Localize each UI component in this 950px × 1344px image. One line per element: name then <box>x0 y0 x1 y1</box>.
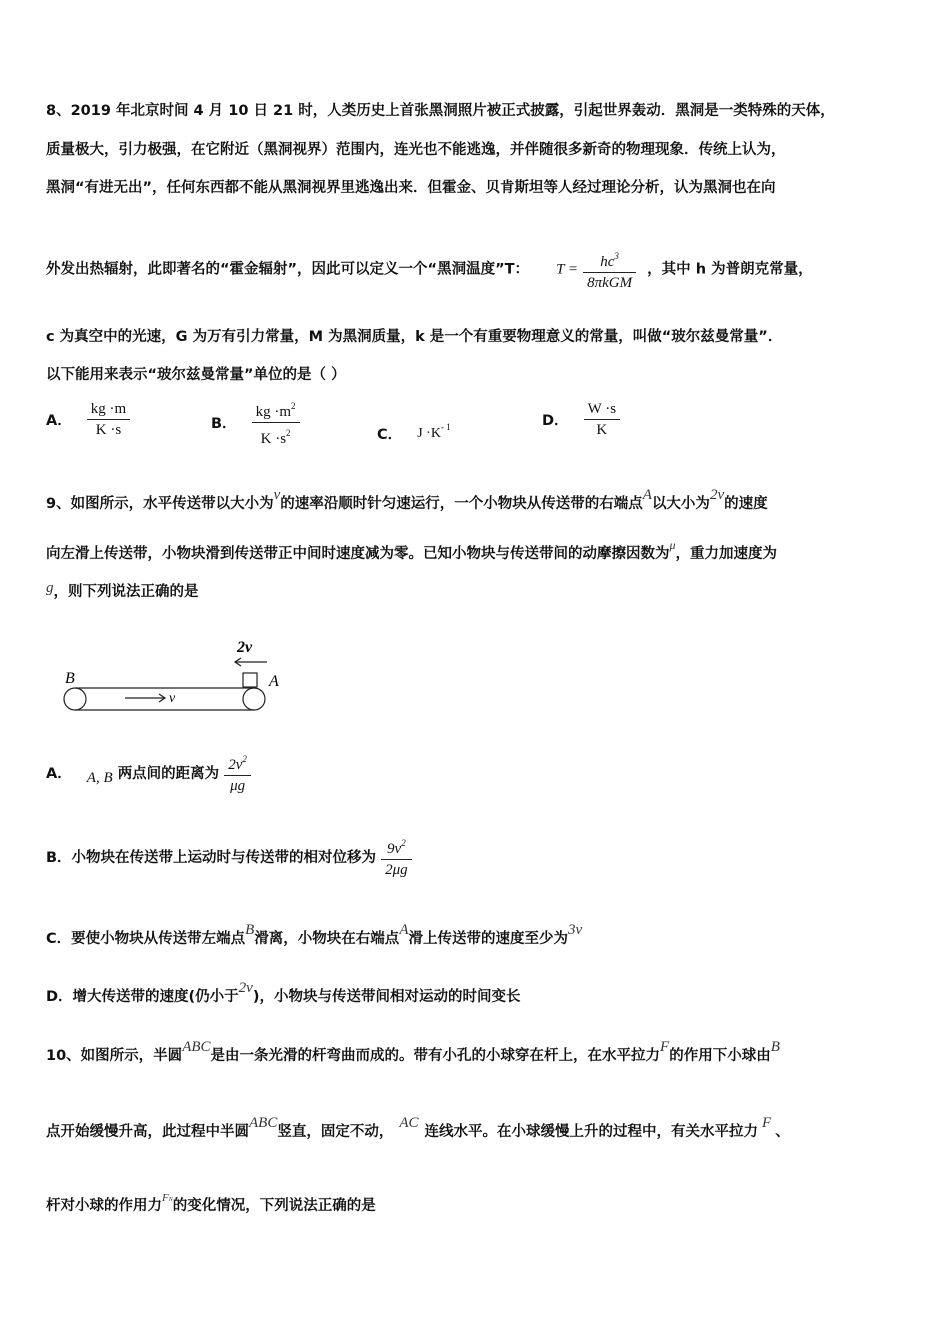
option-b-label: B． <box>211 416 237 432</box>
formula-numerator-exp: 3 <box>614 251 619 261</box>
q9-option-a-text: 两点间的距离为 <box>117 766 220 782</box>
q9-option-c-text2: 滑离，小物块在右端点 <box>254 931 400 947</box>
q8-option-d[interactable] <box>542 400 620 439</box>
q9-line-3 <box>46 582 199 602</box>
q9-line-2 <box>46 538 778 564</box>
q10-line-1-c: 的作用下小球由 <box>669 1048 771 1064</box>
diagram-right-pulley <box>243 688 265 710</box>
diagram-label-2v: 2v <box>237 639 253 656</box>
q10-line-2-d: 、 <box>775 1124 790 1140</box>
q9-option-c-symbol-3v: 3v <box>567 922 583 938</box>
diagram-label-B: B <box>65 670 75 687</box>
q9-line-1-c: 以大小为 <box>651 496 710 512</box>
formula-lhs: T = <box>556 261 579 278</box>
q9-line-1-a: 9、如图所示，水平传送带以大小为 <box>46 496 274 512</box>
q9-option-d-text1: D．增大传送带的速度(仍小于 <box>46 989 239 1005</box>
q9-option-c[interactable] <box>46 922 583 949</box>
q8-option-b[interactable] <box>211 397 300 448</box>
q9-line-1-b: 的速率沿顺时针匀速运行，一个小物块从传送带的右端点 <box>280 496 643 512</box>
option-a-fraction <box>87 400 130 439</box>
q9-line-1 <box>46 487 768 514</box>
q9-option-b-den: 2μg <box>385 862 408 878</box>
q10-line-2-a: 点开始缓慢升高，此过程中半圆 <box>46 1124 249 1140</box>
q9-option-a-num: 2v <box>228 757 243 773</box>
q8-line-3: 黑洞“有进无出”，任何东西都不能从黑洞视界里逃逸出来．但霍金、贝肯斯坦等人经过理论分析，认为黑洞也在向 <box>46 180 776 196</box>
q8-line-4 <box>46 247 813 292</box>
option-c-exp: - 1 <box>440 422 451 432</box>
q10-line-1-a: 10、如图所示，半圆 <box>46 1048 183 1064</box>
q9-option-c-symbol-A: A <box>399 922 409 938</box>
q8-line-6: 以下能用来表示“玻尔兹曼常量”单位的是（ ） <box>46 367 346 383</box>
option-b-fraction <box>252 397 300 448</box>
q9-option-a-den: μg <box>230 778 246 794</box>
diagram-label-v: v <box>169 691 176 706</box>
option-a-num: kg ·m <box>87 400 130 420</box>
symbol-A: A <box>642 487 652 503</box>
q9-option-b-num: 9v <box>387 841 402 857</box>
q9-option-b-fraction <box>381 834 412 879</box>
q9-line-3-text: ，则下列说法正确的是 <box>53 584 199 600</box>
option-d-fraction <box>584 400 620 439</box>
q9-option-a-num-exp: 2 <box>242 754 247 764</box>
q9-option-c-symbol-B: B <box>245 922 255 938</box>
option-c-text: J ·K <box>417 426 441 441</box>
option-b-den: K ·s <box>260 431 287 447</box>
q10-symbol-FN <box>162 1192 173 1204</box>
symbol-g: g <box>46 580 54 596</box>
q8-line-4-text: 外发出热辐射，此即著名的“霍金辐射”，因此可以定义一个“黑洞温度”T： <box>46 261 530 278</box>
option-d-den: K <box>596 422 608 438</box>
q10-line-3 <box>46 1192 376 1219</box>
q8-line-4-post: ，其中 h 为普朗克常量， <box>647 261 813 278</box>
q10-line-2-c: 连线水平。在小球缓慢上升的过程中，有关水平拉力 <box>424 1124 759 1140</box>
q9-line-2-a: 向左滑上传送带，小物块滑到传送带正中间时速度减为零。已知小物块与传送带间的动摩擦因数为 <box>46 546 670 562</box>
diagram-block <box>243 673 257 687</box>
symbol-mu: μ <box>669 538 676 552</box>
q10-line-2 <box>46 1115 790 1142</box>
symbol-2v: 2v <box>709 487 725 503</box>
q10-symbol-FN-sub: N <box>168 1197 173 1203</box>
q8-line-1: 8、2019 年北京时间 4 月 10 日 21 时，人类历史上首张黑洞照片被正式披露，引起世界轰动．黑洞是一类特殊的天体， <box>46 103 835 119</box>
q10-symbol-FN-F: F <box>162 1192 169 1204</box>
option-b-den-exp: 2 <box>286 428 291 438</box>
option-d-label: D． <box>542 413 569 429</box>
q10-line-2-b: 竖直，固定不动， <box>277 1124 394 1140</box>
q9-option-d[interactable] <box>46 980 521 1007</box>
q9-option-b[interactable] <box>46 834 412 879</box>
option-a-den: K ·s <box>95 422 122 438</box>
diagram-left-pulley <box>64 688 86 710</box>
formula-numerator: hc <box>600 254 615 270</box>
option-d-num: W ·s <box>584 400 620 420</box>
q9-option-c-text3: 滑上传送带的速度至少为 <box>408 931 568 947</box>
q8-line-2: 质量极大，引力极强，在它附近（黑洞视界）范围内，连光也不能逃逸，并伴随很多新奇的物理现象．传统上认为， <box>46 142 786 158</box>
q9-option-c-text1: C．要使小物块从传送带左端点 <box>46 931 246 947</box>
q10-line-1-b: 是由一条光滑的杆弯曲而成的。带有小孔的小球穿在杆上，在水平拉力 <box>210 1048 661 1064</box>
q9-option-a-label: A． <box>46 766 72 782</box>
option-b-num: kg ·m <box>255 404 292 420</box>
q9-option-a-symbol: A, B <box>86 770 113 786</box>
q10-line-1 <box>46 1039 780 1066</box>
symbol-v: v <box>273 487 281 503</box>
q9-line-1-d: 的速度 <box>724 496 768 512</box>
q9-option-b-text: B．小物块在传送带上运动时与传送带的相对位移为 <box>46 850 377 866</box>
q10-symbol-AC: AC <box>399 1115 419 1131</box>
q10-line-3-b: 的变化情况，下列说法正确的是 <box>172 1198 376 1214</box>
option-a-label: A． <box>46 413 72 429</box>
q8-line-5: c 为真空中的光速，G 为万有引力常量，M 为黑洞质量，k 是一个有重要物理意义的常量，叫做“玻尔兹曼常量”． <box>46 329 783 345</box>
conveyor-belt-diagram <box>55 630 285 720</box>
q9-line-2-b: ，重力加速度为 <box>675 546 778 562</box>
formula-fraction <box>583 247 636 292</box>
diagram-label-A: A <box>269 673 279 690</box>
option-c-label: C． <box>377 426 403 443</box>
q9-option-d-text2: )，小物块与传送带间相对运动的时间变长 <box>252 989 521 1005</box>
q9-option-a-fraction <box>224 750 251 795</box>
q10-line-3-a: 杆对小球的作用力 <box>46 1198 162 1214</box>
option-b-num-exp: 2 <box>291 401 296 411</box>
q8-option-a[interactable] <box>46 400 130 439</box>
q10-symbol-F-2: F <box>762 1115 772 1131</box>
q8-option-c[interactable] <box>377 422 451 444</box>
q10-symbol-ABC-2: ABC <box>249 1115 278 1131</box>
temperature-formula <box>556 247 636 292</box>
q10-symbol-B: B <box>770 1039 780 1055</box>
q9-option-d-symbol: 2v <box>238 980 253 996</box>
q10-symbol-ABC: ABC <box>182 1039 211 1055</box>
q9-option-a[interactable] <box>46 750 251 795</box>
q9-option-b-num-exp: 2 <box>401 838 406 848</box>
formula-denominator: 8πkGM <box>587 275 633 291</box>
q10-symbol-F: F <box>660 1039 670 1055</box>
